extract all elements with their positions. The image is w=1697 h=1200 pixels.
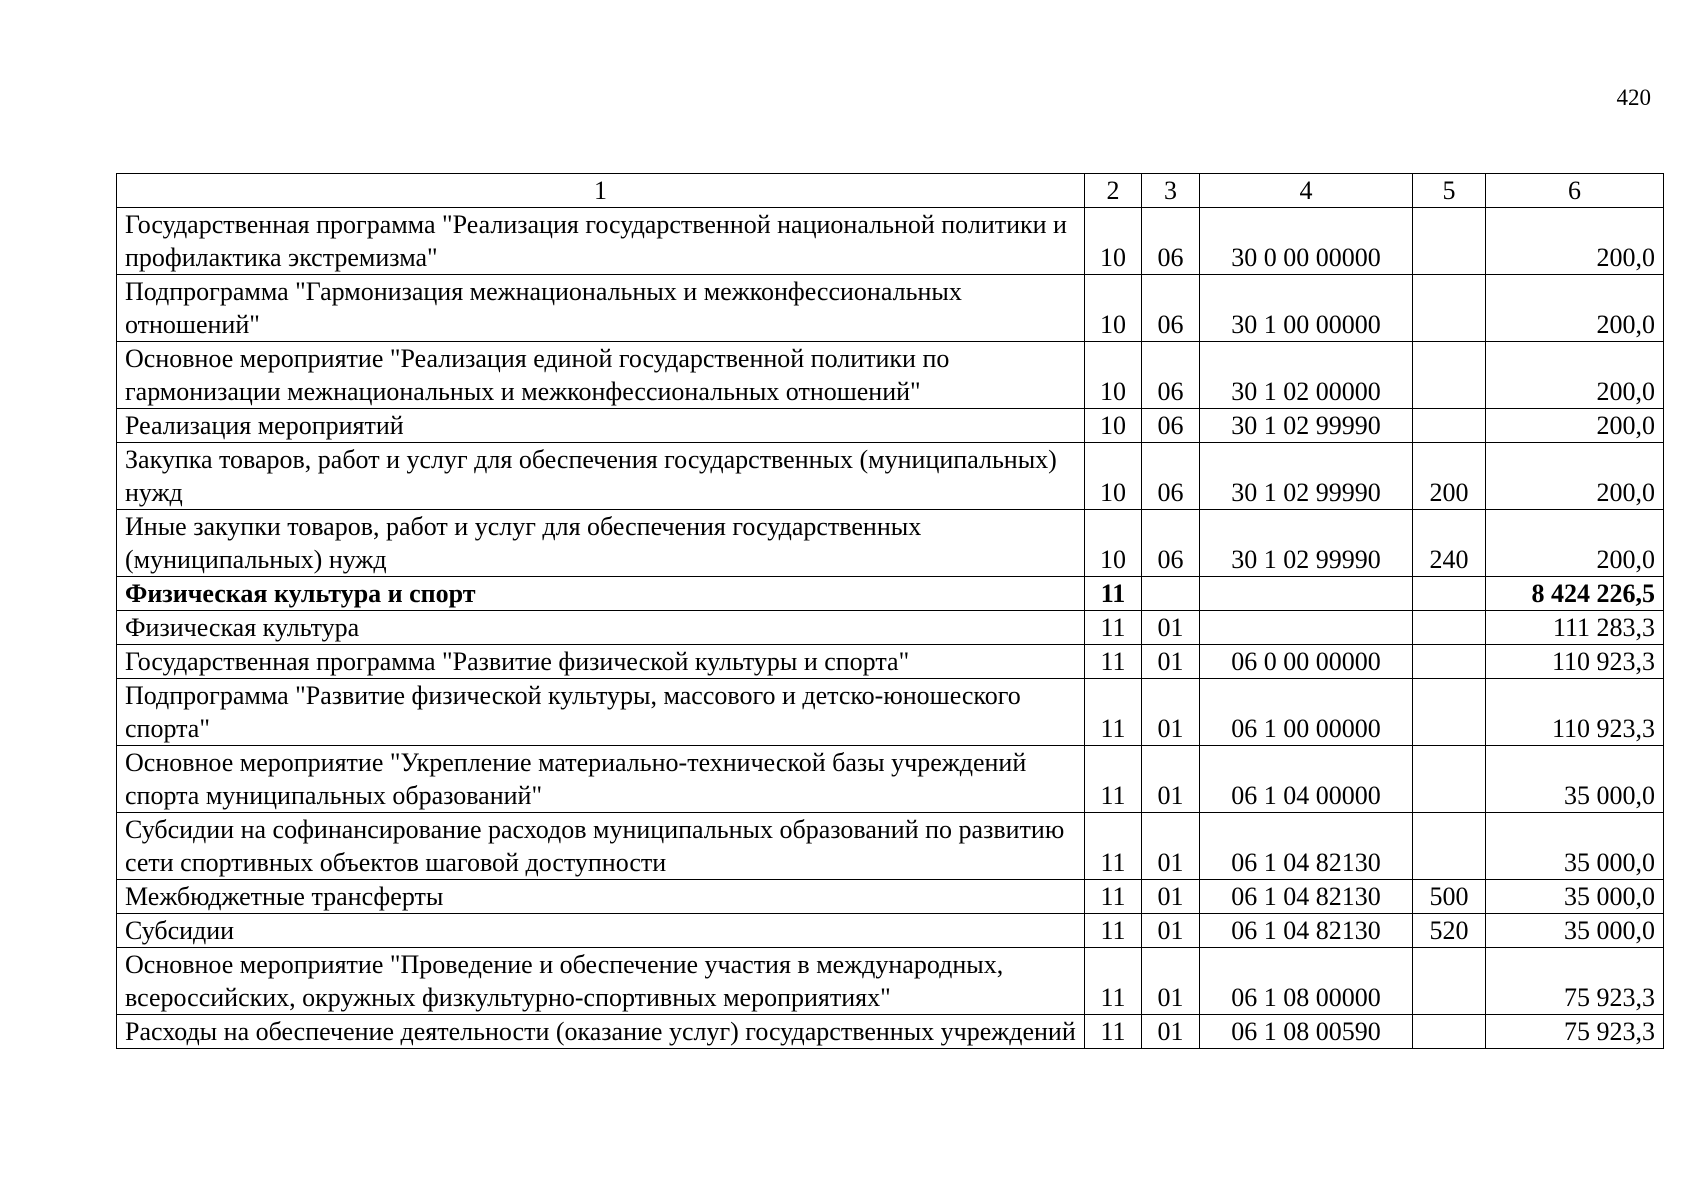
- budget-table: [116, 173, 1664, 1049]
- table-row: [117, 510, 1664, 577]
- row-name-cell: Подпрограмма "Гармонизация межнациональных и межконфессиональных отношений": [117, 275, 1085, 342]
- row-amount-cell: 35 000,0: [1486, 813, 1664, 880]
- row-subsection-cell: 06: [1142, 409, 1200, 443]
- row-name-cell: Основное мероприятие "Проведение и обеспечение участия в международных, всероссийских, окружных физкультурно-спортивных мероприятиях": [117, 948, 1085, 1015]
- row-amount-cell: 35 000,0: [1486, 880, 1664, 914]
- row-section-cell: 11: [1085, 813, 1142, 880]
- row-subsection-cell: 06: [1142, 443, 1200, 510]
- row-section-cell: 11: [1085, 914, 1142, 948]
- row-target-code-cell: 30 1 02 99990: [1200, 443, 1413, 510]
- table-row: [117, 1015, 1664, 1049]
- row-section-cell: 11: [1085, 611, 1142, 645]
- row-subsection-cell: 01: [1142, 813, 1200, 880]
- row-amount-cell: 75 923,3: [1486, 948, 1664, 1015]
- row-name-cell: Государственная программа "Развитие физической культуры и спорта": [117, 645, 1085, 679]
- row-expense-type-cell: [1413, 611, 1486, 645]
- row-section-cell: 11: [1085, 880, 1142, 914]
- row-name-cell: Реализация мероприятий: [117, 409, 1085, 443]
- row-amount-cell: 200,0: [1486, 409, 1664, 443]
- row-target-code-cell: 30 1 02 99990: [1200, 409, 1413, 443]
- row-target-code-cell: 06 1 04 82130: [1200, 880, 1413, 914]
- row-expense-type-cell: [1413, 1015, 1486, 1049]
- row-amount-cell: 200,0: [1486, 443, 1664, 510]
- row-target-code-cell: 06 1 04 82130: [1200, 813, 1413, 880]
- table-row: [117, 679, 1664, 746]
- row-expense-type-cell: [1413, 577, 1486, 611]
- row-amount-cell: 200,0: [1486, 510, 1664, 577]
- row-name-cell: Субсидии на софинансирование расходов муниципальных образований по развитию сети спортивных объектов шаговой доступности: [117, 813, 1085, 880]
- row-expense-type-cell: [1413, 948, 1486, 1015]
- row-target-code-cell: 06 1 04 00000: [1200, 746, 1413, 813]
- row-amount-cell: 200,0: [1486, 275, 1664, 342]
- table-header-row: [117, 174, 1664, 208]
- row-name-cell: Основное мероприятие "Реализация единой государственной политики по гармонизации межнациональных и межконфессиональных отношений": [117, 342, 1085, 409]
- table-row: [117, 813, 1664, 880]
- row-section-cell: 11: [1085, 948, 1142, 1015]
- table-row: [117, 645, 1664, 679]
- row-target-code-cell: 06 1 08 00000: [1200, 948, 1413, 1015]
- header-col-5: 5: [1413, 174, 1486, 208]
- row-target-code-cell: 30 1 02 99990: [1200, 510, 1413, 577]
- row-expense-type-cell: [1413, 746, 1486, 813]
- header-col-4: 4: [1200, 174, 1413, 208]
- row-expense-type-cell: [1413, 208, 1486, 275]
- row-subsection-cell: 01: [1142, 914, 1200, 948]
- row-amount-cell: 200,0: [1486, 208, 1664, 275]
- table-row: [117, 409, 1664, 443]
- header-col-2: 2: [1085, 174, 1142, 208]
- row-subsection-cell: 01: [1142, 948, 1200, 1015]
- row-subsection-cell: 06: [1142, 510, 1200, 577]
- row-name-cell: Межбюджетные трансферты: [117, 880, 1085, 914]
- row-amount-cell: 8 424 226,5: [1486, 577, 1664, 611]
- page-number: 420: [1616, 85, 1651, 110]
- row-section-cell: 10: [1085, 409, 1142, 443]
- row-section-cell: 11: [1085, 1015, 1142, 1049]
- row-subsection-cell: 01: [1142, 746, 1200, 813]
- row-target-code-cell: 30 1 00 00000: [1200, 275, 1413, 342]
- row-subsection-cell: 01: [1142, 679, 1200, 746]
- row-target-code-cell: 06 1 08 00590: [1200, 1015, 1413, 1049]
- row-target-code-cell: 30 1 02 00000: [1200, 342, 1413, 409]
- row-expense-type-cell: [1413, 409, 1486, 443]
- row-amount-cell: 111 283,3: [1486, 611, 1664, 645]
- row-amount-cell: 35 000,0: [1486, 914, 1664, 948]
- table-row: [117, 443, 1664, 510]
- table-row: [117, 208, 1664, 275]
- row-target-code-cell: 06 1 04 82130: [1200, 914, 1413, 948]
- row-name-cell: Подпрограмма "Развитие физической культуры, массового и детско-юношеского спорта": [117, 679, 1085, 746]
- row-name-cell: Физическая культура и спорт: [117, 577, 1085, 611]
- row-target-code-cell: 06 1 00 00000: [1200, 679, 1413, 746]
- row-section-cell: 10: [1085, 510, 1142, 577]
- row-name-cell: Субсидии: [117, 914, 1085, 948]
- row-section-cell: 10: [1085, 342, 1142, 409]
- table-row: [117, 880, 1664, 914]
- row-expense-type-cell: 200: [1413, 443, 1486, 510]
- row-name-cell: Расходы на обеспечение деятельности (оказание услуг) государственных учреждений: [117, 1015, 1085, 1049]
- row-expense-type-cell: [1413, 275, 1486, 342]
- row-subsection-cell: 01: [1142, 880, 1200, 914]
- row-target-code-cell: 06 0 00 00000: [1200, 645, 1413, 679]
- row-amount-cell: 75 923,3: [1486, 1015, 1664, 1049]
- table-body: [117, 208, 1664, 1049]
- row-expense-type-cell: [1413, 342, 1486, 409]
- row-target-code-cell: [1200, 577, 1413, 611]
- table-row: [117, 948, 1664, 1015]
- row-section-cell: 11: [1085, 746, 1142, 813]
- row-expense-type-cell: 240: [1413, 510, 1486, 577]
- row-section-cell: 10: [1085, 443, 1142, 510]
- table-row: [117, 342, 1664, 409]
- row-name-cell: Закупка товаров, работ и услуг для обеспечения государственных (муниципальных) нужд: [117, 443, 1085, 510]
- row-expense-type-cell: [1413, 813, 1486, 880]
- row-section-cell: 10: [1085, 275, 1142, 342]
- row-name-cell: Государственная программа "Реализация государственной национальной политики и профилактика экстремизма": [117, 208, 1085, 275]
- row-subsection-cell: 06: [1142, 208, 1200, 275]
- row-target-code-cell: 30 0 00 00000: [1200, 208, 1413, 275]
- row-name-cell: Иные закупки товаров, работ и услуг для обеспечения государственных (муниципальных) нужд: [117, 510, 1085, 577]
- row-expense-type-cell: [1413, 679, 1486, 746]
- row-subsection-cell: 01: [1142, 1015, 1200, 1049]
- table-row: [117, 275, 1664, 342]
- header-col-3: 3: [1142, 174, 1200, 208]
- table-row: [117, 746, 1664, 813]
- row-name-cell: Физическая культура: [117, 611, 1085, 645]
- row-subsection-cell: 06: [1142, 275, 1200, 342]
- row-subsection-cell: [1142, 577, 1200, 611]
- row-section-cell: 11: [1085, 679, 1142, 746]
- row-section-cell: 11: [1085, 577, 1142, 611]
- row-expense-type-cell: 500: [1413, 880, 1486, 914]
- row-amount-cell: 200,0: [1486, 342, 1664, 409]
- header-col-1: 1: [117, 174, 1085, 208]
- row-subsection-cell: 01: [1142, 611, 1200, 645]
- row-amount-cell: 110 923,3: [1486, 645, 1664, 679]
- row-target-code-cell: [1200, 611, 1413, 645]
- table-row: [117, 611, 1664, 645]
- row-subsection-cell: 01: [1142, 645, 1200, 679]
- table-row: [117, 577, 1664, 611]
- row-section-cell: 11: [1085, 645, 1142, 679]
- row-expense-type-cell: [1413, 645, 1486, 679]
- header-col-6: 6: [1486, 174, 1664, 208]
- row-name-cell: Основное мероприятие "Укрепление материально-технической базы учреждений спорта муниципальных образований": [117, 746, 1085, 813]
- table-row: [117, 914, 1664, 948]
- row-amount-cell: 110 923,3: [1486, 679, 1664, 746]
- row-subsection-cell: 06: [1142, 342, 1200, 409]
- row-section-cell: 10: [1085, 208, 1142, 275]
- row-amount-cell: 35 000,0: [1486, 746, 1664, 813]
- row-expense-type-cell: 520: [1413, 914, 1486, 948]
